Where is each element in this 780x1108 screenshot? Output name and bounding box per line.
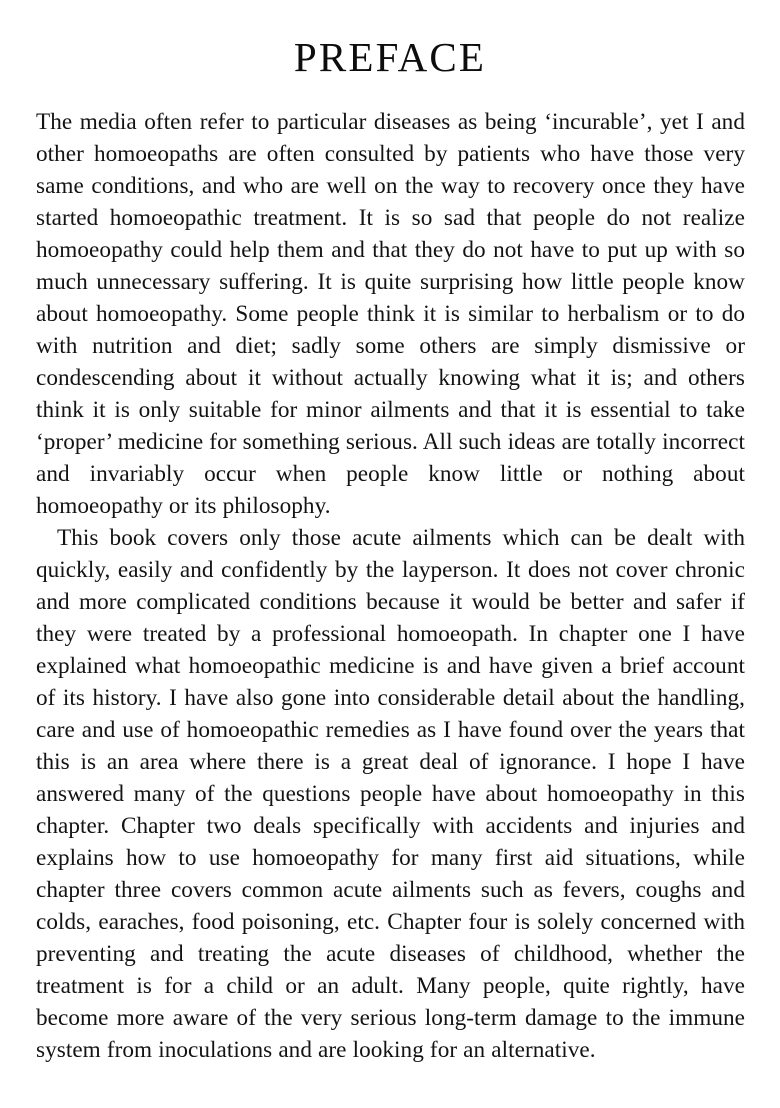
paragraph-1: The media often refer to particular diseases as being ‘incurable’, yet I and other homoeopaths are often consulted by patients who have those very same conditions, and who are well on the way to recovery once they have started homoeopathic treatment. It is so sad that people do not realize homoeopathy could help them and that they do not have to put up with so much unnecessary suffering. It is quite surprising how little people know about homoeopathy. Some people think it is similar to herbalism or to do with nutrition and diet; sadly some others are simply dismissive or condescending about it without actually knowing what it is; and others think it is only suitable for minor ailments and that it is essential to take ‘proper’ medicine for something serious. All such ideas are totally incorrect and invariably occur when people know little or nothing about homoeopathy or its philosophy. bbox=[36, 109, 745, 519]
page-title: PREFACE bbox=[293, 34, 487, 81]
preface-body bbox=[36, 106, 745, 1066]
paragraph-2: This book covers only those acute ailments which can be dealt with quickly, easily and confidently by the layperson. It does not cover chronic and more complicated conditions because it would be better and safer if they were treated by a professional homoeopath. In chapter one I have explained what homoeopathic medicine is and have given a brief account of its history. I have also gone into considerable detail about the handling, care and use of homoeopathic remedies as I have found over the years that this is an area where there is a great deal of ignorance. I hope I have answered many of the questions people have about homoeopathy in this chapter. Chapter two deals specifically with accidents and injuries and explains how to use homoeopathy for many first aid situations, while chapter three covers common acute ailments such as fevers, coughs and colds, earaches, food poisoning, etc. Chapter four is solely concerned with preventing and treating the acute diseases of childhood, whether the treatment is for a child or an adult. Many people, quite rightly, have become more aware of the very serious long-term damage to the immune system from inoculations and are looking for an alternative. bbox=[36, 525, 745, 1063]
